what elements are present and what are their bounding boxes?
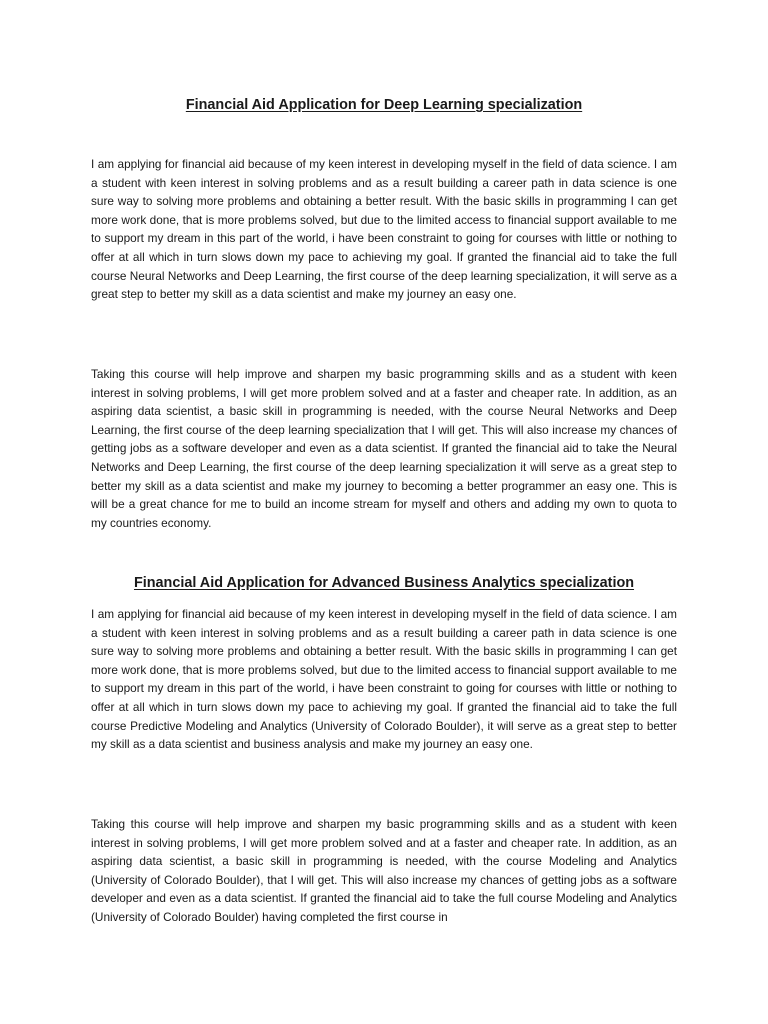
paragraph-business-analytics-2: Taking this course will help improve and sharpen my basic programming skills and as a student with keen interest in solving problems, I will get more problem solved and at a faster and cheaper rate. In addition, as an aspiring data scientist, a basic skill in programming is needed, with the course Modeling and Analytics (University of Colorado Boulder), that I will get. This will also increase my chances of getting jobs as a software developer and even as a data scientist. If granted the financial aid to take the full course Modeling and Analytics (University of Colorado Boulder) having completed the first course in — [91, 817, 677, 924]
paragraph-deep-learning-1: I am applying for financial aid because of my keen interest in developing myself in the field of data science. I am a student with keen interest in solving problems and as a result building a career path in data science is one sure way to solving more problems and obtaining a better result. With the basic skills in programming I can get more work done, that is more problems solved, but due to the limited access to financial support available to me to support my dream in this part of the world, i have been constraint to going for courses with little or nothing to offer at all which in turn slows down my pace to achieving my goal. If granted the financial aid to take the full course Neural Networks and Deep Learning, the first course of the deep learning specialization, it will serve as a great step to better my skill as a data scientist and make my journey an easy one. — [91, 157, 677, 302]
section-title-business-analytics: Financial Aid Application for Advanced Business Analytics specialization — [133, 575, 635, 591]
paragraph-deep-learning-2: Taking this course will help improve and sharpen my basic programming skills and as a student with keen interest in solving problems, I will get more problem solved and at a faster and cheaper rate. In addition, as an aspiring data scientist, a basic skill in programming is needed, with the course Neural Networks and Deep Learning, the first course of the deep learning specialization that I will get. This will also increase my chances of getting jobs as a software developer and even as a data scientist. If granted the financial aid to take the Neural Networks and Deep Learning, the first course of the deep learning specialization it will serve as a great step to better my skill as a data scientist and make my journey to becoming a better programmer an easy one. This is will be a great chance for me to build an income stream for myself and others and adding my own to quota to my countries economy. — [91, 367, 677, 530]
section-title-deep-learning: Financial Aid Application for Deep Learning specialization — [185, 97, 583, 113]
paragraph-business-analytics-1: I am applying for financial aid because of my keen interest in developing myself in the field of data science. I am a student with keen interest in solving problems and as a result building a career path in data science is one sure way to solving more problems and obtaining a better result. With the basic skills in programming I can get more work done, that is more problems solved, but due to the limited access to financial support available to me to support my dream in this part of the world, i have been constraint to going for courses with little or nothing to offer at all which in turn slows down my pace to achieving my goal. If granted the financial aid to take the full course Predictive Modeling and Analytics (University of Colorado Boulder), it will serve as a great step to better my skill as a data scientist and business analysis and make my journey an easy one. — [91, 607, 677, 752]
